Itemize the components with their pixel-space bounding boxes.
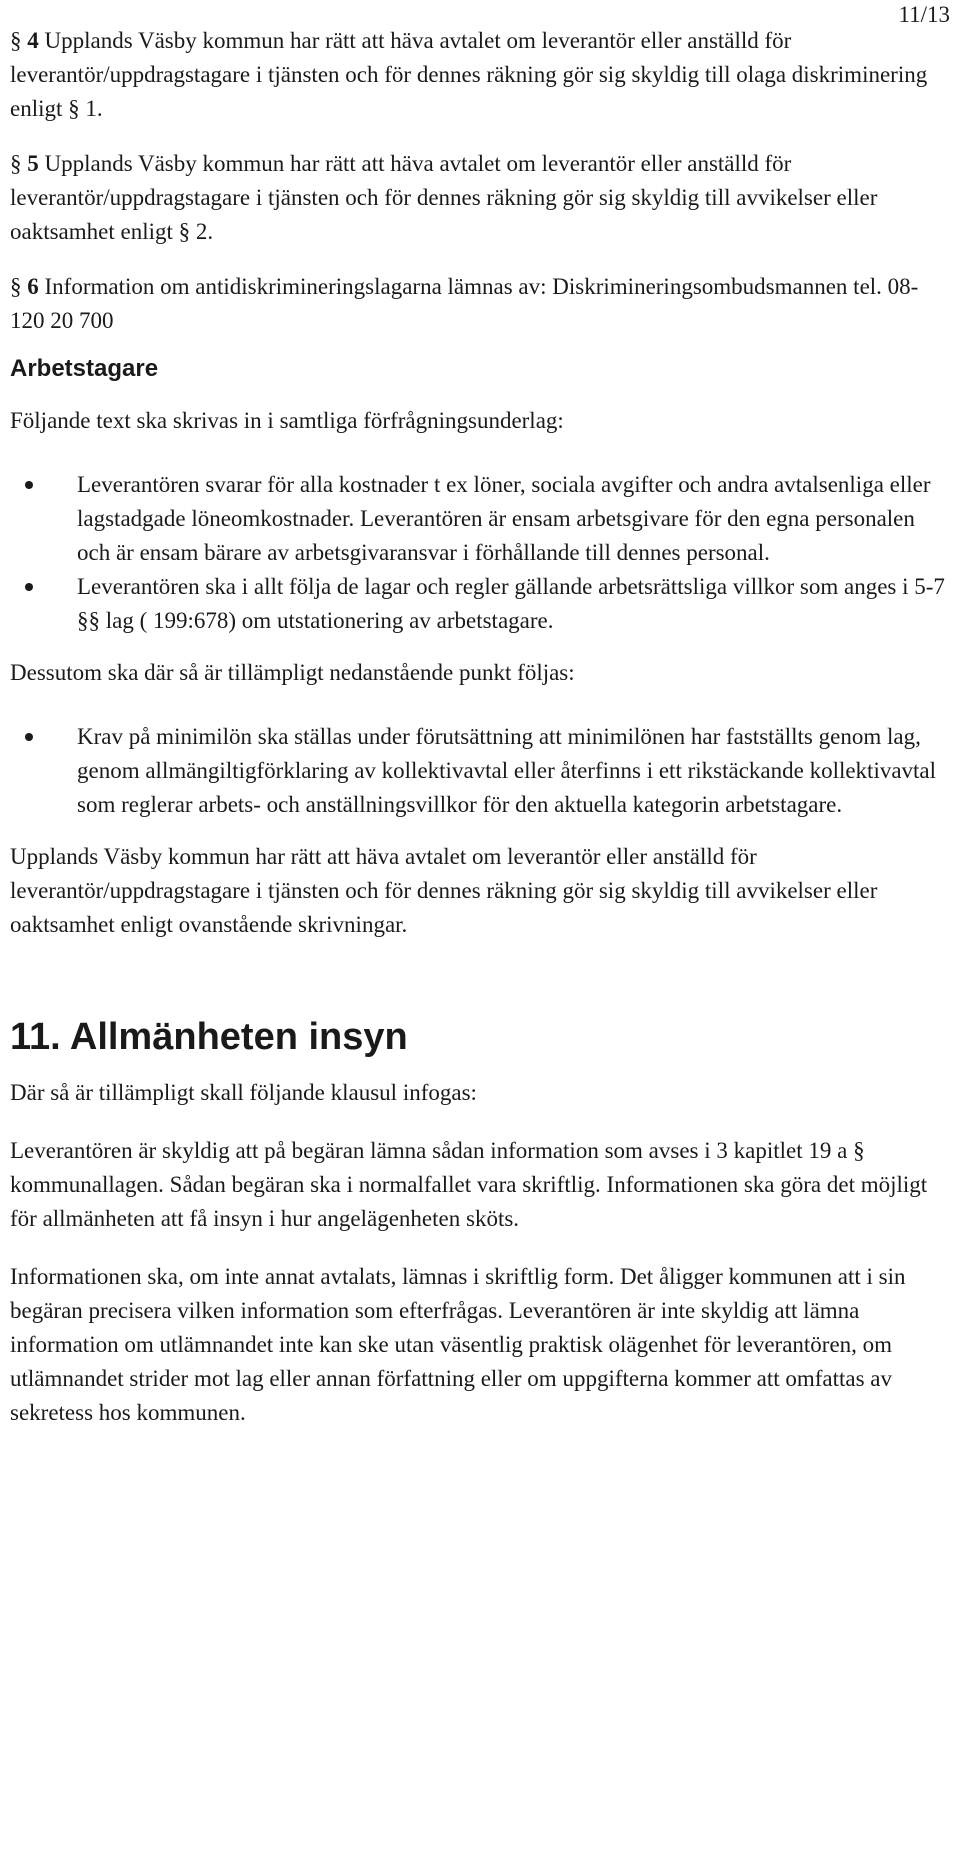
list-item: [0, 468, 950, 570]
bullet-icon: [25, 583, 33, 591]
clause-ref: 1.: [85, 96, 103, 121]
arbetstagare-bullet-list: [0, 468, 950, 638]
section-heading-arbetstagare: Arbetstagare: [10, 355, 159, 382]
dessutom-paragraph: Dessutom ska där så är tillämpligt nedanstående punkt följas:: [10, 660, 575, 685]
clause-text: Upplands Väsby kommun har rätt att häva avtalet om leverantör eller anställd för leverantör/uppdragstagare i tjänsten och för dennes räkning gör sig skyldig till olaga diskriminering enligt: [10, 28, 928, 121]
section-sign: §: [853, 1138, 865, 1163]
clause-4: [10, 24, 950, 126]
list-item-text: Leverantören svarar för alla kostnader t ex löner, sociala avgifter och andra avtalsenliga eller lagstadgade löneomkostnader. Leverantören är ensam arbetsgivare för den egna personalen och är ensam bärare av arbetsgivaransvar i förhållande till dennes personal.: [77, 472, 931, 565]
page-number: 11/13: [898, 2, 950, 27]
list-item: [0, 720, 950, 822]
section-sign: §: [178, 219, 191, 244]
list-item-text: Leverantören ska i allt följa de lagar och regler gällande arbetsrättsliga villkor som anges i 5-7: [77, 574, 945, 599]
section11-paragraph-2: Informationen ska, om inte annat avtalats, lämnas i skriftlig form. Det åligger kommunen att i sin begäran precisera vilken information som efterfrågas. Leverantören är inte skyldig att lämna information om utlämnandet inte kan ske utan väsentlig praktisk olägenhet för leverantören, om utlämnandet strider mot lag eller annan författning eller om uppgifterna kommer att omfattas av sekretess hos kommunen.: [10, 1264, 906, 1425]
clause-text: Information om antidiskrimineringslagarna lämnas av: Diskrimineringsombudsmannen tel. 08-120 20 700: [10, 274, 919, 333]
section11-paragraph-1: [10, 1134, 950, 1236]
list-item-text: Krav på minimilön ska ställas under förutsättning att minimilönen har fastställts genom lag, genom allmängiltigförklaring av kollektivavtal eller återfinns i ett rikstäckande kollektivavtal som reglerar arbets- och anställningsvillkor för den aktuella kategorin arbetstagare.: [77, 724, 937, 817]
section-sign: §: [10, 151, 22, 176]
section-sign: §: [10, 274, 22, 299]
clause-5: [10, 147, 950, 249]
section-sign: §: [10, 28, 22, 53]
bullet-icon: [25, 733, 33, 741]
arbetstagare-intro: Följande text ska skrivas in i samtliga förfrågningsunderlag:: [10, 408, 564, 433]
list-item: [0, 570, 950, 638]
minimilon-bullet-list: [0, 720, 950, 822]
paragraph-text: Leverantören är skyldig att på begäran lämna sådan information som avses i 3 kapitlet 19 a: [10, 1138, 854, 1163]
closing-paragraph: Upplands Väsby kommun har rätt att häva avtalet om leverantör eller anställd för leverantör/uppdragstagare i tjänsten och för dennes räkning gör sig skyldig till avvikelser eller oaktsamhet enligt ovanstående skrivningar.: [10, 844, 878, 937]
bullet-icon: [25, 481, 33, 489]
clause-text: Upplands Väsby kommun har rätt att häva avtalet om leverantör eller anställd för leverantör/uppdragstagare i tjänsten och för dennes räkning gör sig skyldig till avvikelser eller oaktsamhet enligt: [10, 151, 878, 244]
section11-intro: Där så är tillämpligt skall följande klausul infogas:: [10, 1080, 477, 1105]
section-heading-11: 11. Allmänheten insyn: [10, 1016, 408, 1058]
section-sign: §: [88, 608, 100, 633]
section-sign: §: [68, 96, 80, 121]
clause-number: 6: [27, 274, 39, 299]
paragraph-text: kommunallagen. Sådan begäran ska i normalfallet vara skriftlig. Informationen ska göra det möjligt för allmänheten att få insyn i hur angelägenheten sköts.: [10, 1172, 928, 1231]
document-body: [0, 24, 950, 1430]
section-sign: §: [77, 608, 89, 633]
list-item-text: lag ( 199:678) om utstationering av arbetstagare.: [100, 608, 554, 633]
clause-number: 4: [27, 28, 39, 53]
clause-ref: 2.: [195, 219, 214, 244]
clause-number: 5: [27, 151, 39, 176]
clause-6: [10, 270, 950, 338]
